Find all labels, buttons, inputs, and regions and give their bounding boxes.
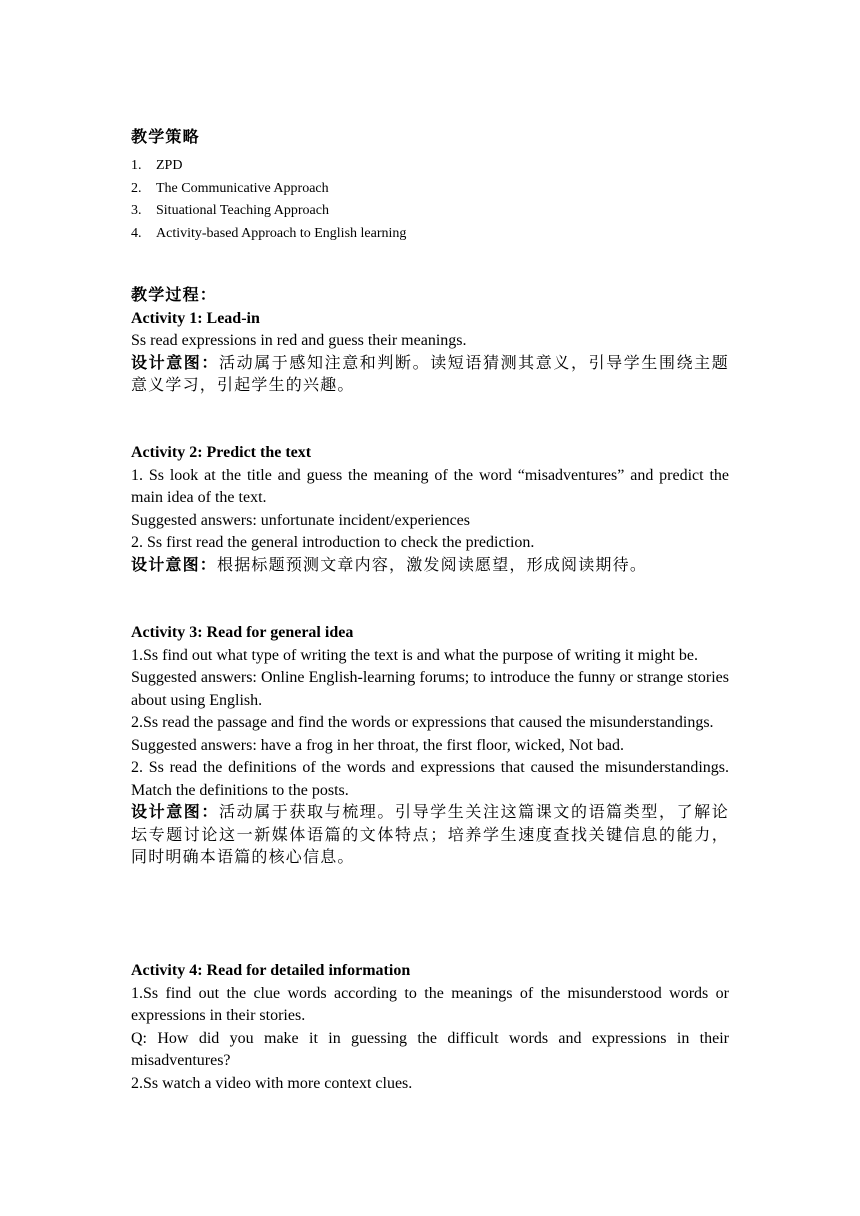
process-heading: 教学过程： [131,287,218,304]
activity3-paragraph-4: Suggested answers: have a frog in her throat, the first floor, wicked, Not bad. [131,736,624,754]
activity3-paragraph-2: Suggested answers: Online English-learning forums; to introduce the funny or strange stories about using English. [131,669,729,709]
activity3-paragraph-1: 1.Ss find out what type of writing the text is and what the purpose of writing it might be. [131,646,699,664]
activity1-title: Activity 1: Lead-in [131,309,260,327]
activity1-intent: 设计意图：活动属于感知注意和判断。读短语猜测其意义，引导学生围绕主题意义学习，引起学生的兴趣。 [131,354,729,394]
activity4-section [131,960,729,1095]
strategy-list [131,155,729,245]
activity3-title: Activity 3: Read for general idea [131,624,354,641]
activity1-section [131,285,729,398]
strategy-section [131,127,729,245]
activity2-title: Activity 2: Predict the text [131,444,312,461]
activity4-paragraph-2: Q: How did you make it in guessing the difficult words and expressions in their misadventures? [131,1029,729,1069]
activity2-paragraph-1: 1. Ss look at the title and guess the meaning of the word “misadventures” and predict the main idea of the text. [131,466,729,506]
list-item: 2. The Communicative Approach [131,180,329,196]
activity2-paragraph-3: 2. Ss first read the general introduction to check the prediction. [131,534,535,551]
list-item: 3. Situational Teaching Approach [131,203,329,218]
intent-label: 设计意图： [131,556,218,574]
activity2-section [131,442,729,577]
list-item: 1. ZPD [131,158,183,173]
activity2-intent: 设计意图：根据标题预测文章内容，激发阅读愿望，形成阅读期待。 [131,556,648,574]
activity4-paragraph-3: 2.Ss watch a video with more context clues. [131,1074,413,1092]
list-item: 4. Activity-based Approach to English learning [131,225,407,241]
activity4-paragraph-1: 1.Ss find out the clue words according to the meanings of the misunderstood words or expressions in their stories. [131,984,729,1024]
activity3-intent: 设计意图：活动属于获取与梳理。引导学生关注这篇课文的语篇类型，了解论坛专题讨论这一新媒体语篇的文体特点；培养学生速度查找关键信息的能力，同时明确本语篇的核心信息。 [131,804,729,866]
intent-label: 设计意图： [131,354,219,372]
activity3-paragraph-3: 2.Ss read the passage and find the words or expressions that caused the misunderstandings. [131,714,714,731]
strategy-heading: 教学策略 [131,129,200,146]
activity4-title: Activity 4: Read for detailed information [131,962,411,979]
activity3-paragraph-5: 2. Ss read the definitions of the words and expressions that caused the misunderstandings. Match the definitions to the posts. [131,759,729,799]
activity1-paragraph: Ss read expressions in red and guess their meanings. [131,332,467,349]
activity3-section [131,622,729,870]
activity2-paragraph-2: Suggested answers: unfortunate incident/experiences [131,511,470,529]
intent-label: 设计意图： [131,804,219,821]
